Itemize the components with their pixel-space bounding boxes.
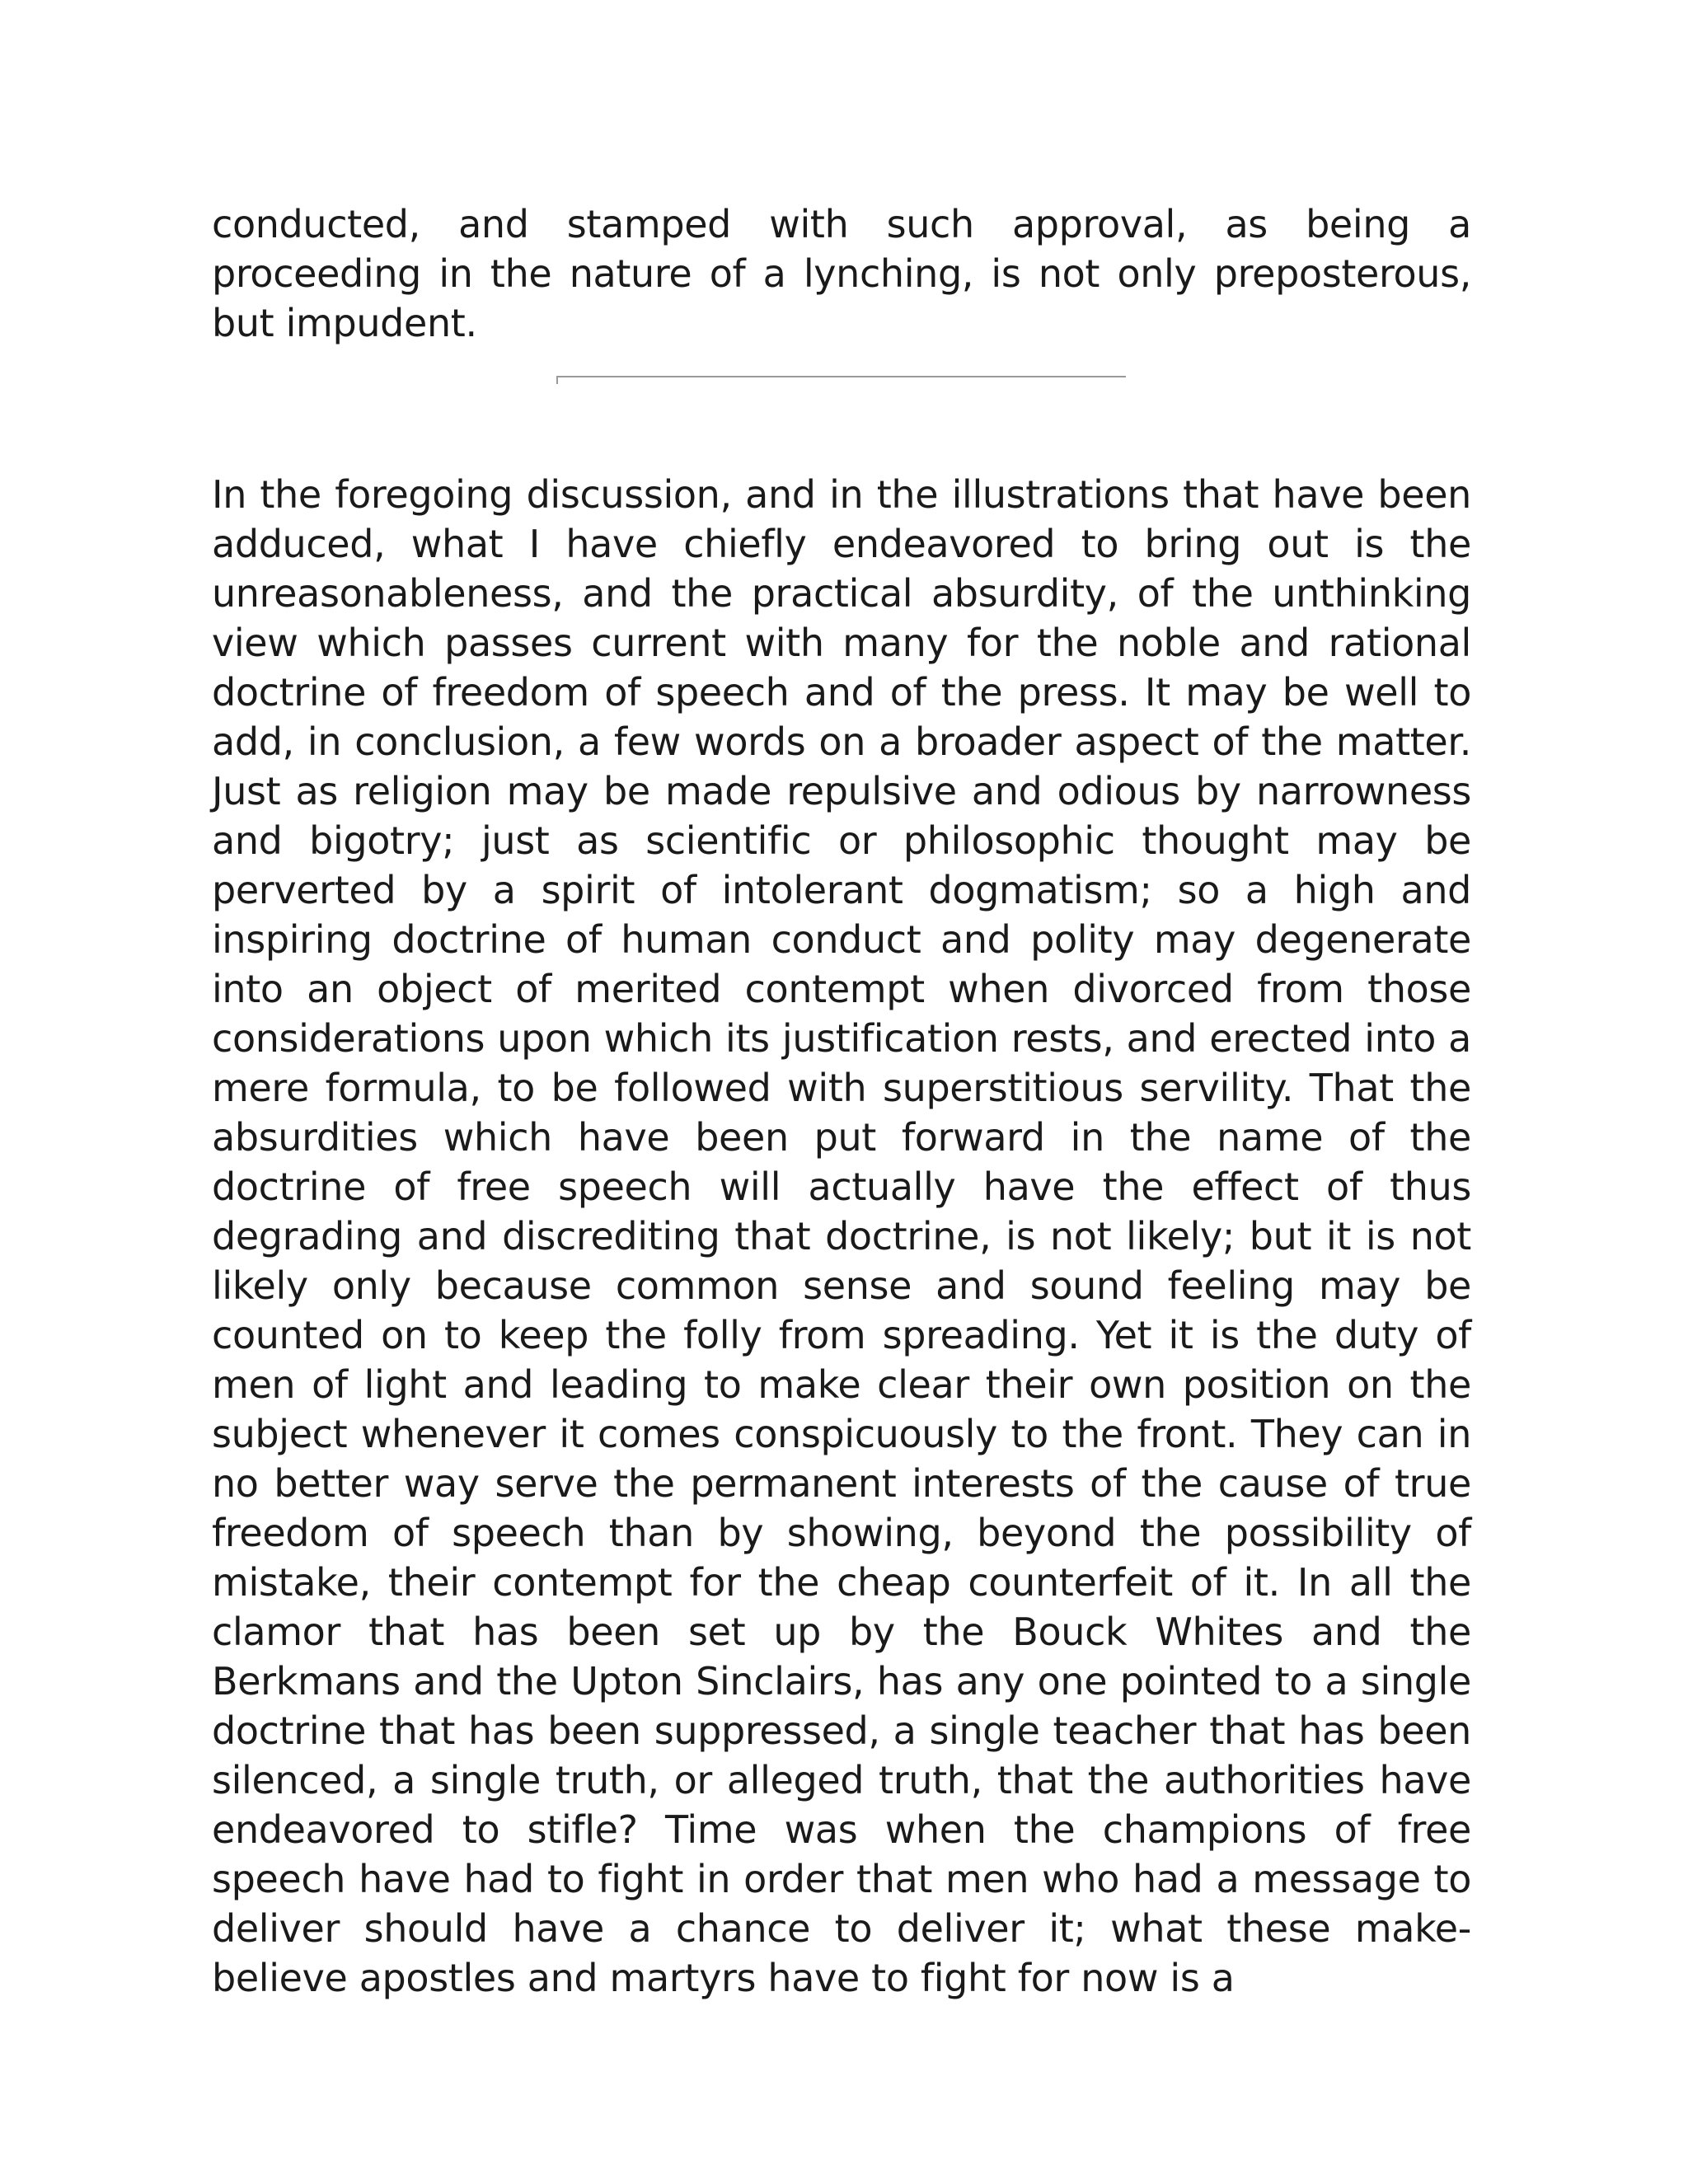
- section-divider: [557, 376, 1126, 377]
- paragraph-continuation: conducted, and stamped with such approval, as being a proceeding in the nature of a lynching, is not only preposterous, but impudent.: [212, 202, 1471, 345]
- paragraph-conclusion: In the foregoing discussion, and in the illustrations that have been adduced, what I have chiefly endeavored to bring out is the unreasonableness, and the practical absurdity, of the unthinking view which passes current with many for the noble and rational doctrine of freedom of speech and of the press. It may be well to add, in conclusion, a few words on a broader aspect of the matter. Just as religion may be made repulsive and odious by narrowness and bigotry; just as scientific or philosophic thought may be perverted by a spirit of intolerant dogmatism; so a high and inspiring doctrine of human conduct and polity may degenerate into an object of merited contempt when divorced from those considerations upon which its justification rests, and erected into a mere formula, to be followed with superstitious servility. That the absurdities which have been put forward in the name of the doctrine of free speech will actually have the effect of thus degrading and discrediting that doctrine, is not likely; but it is not likely only because common sense and sound feeling may be counted on to keep the folly from spreading. Yet it is the duty of men of light and leading to make clear their own position on the subject whenever it comes conspicuously to the front. They can in no better way serve the permanent interests of the cause of true freedom of speech than by showing, beyond the possibility of mistake, their contempt for the cheap counterfeit of it. In all the clamor that has been set up by the Bouck Whites and the Berkmans and the Upton Sinclairs, has any one pointed to a single doctrine that has been suppressed, a single teacher that has been silenced, a single truth, or alleged truth, that the authorities have endeavored to stifle? Time was when the champions of free speech have had to fight in order that men who had a message to deliver should have a chance to deliver it; what these make-believe apostles and martyrs have to fight for now is a: [212, 472, 1471, 2000]
